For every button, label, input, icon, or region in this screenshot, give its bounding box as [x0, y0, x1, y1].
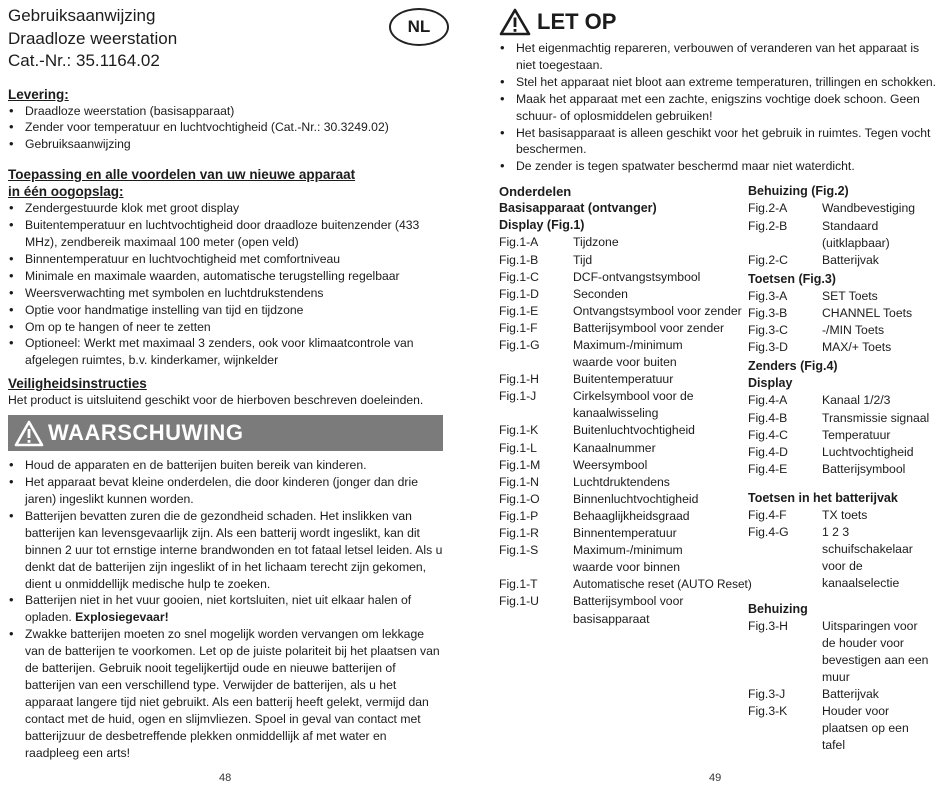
title-line-3: Cat.-Nr.: 35.1164.02 — [8, 51, 160, 70]
batterijvak-heading: Toetsen in het batterijvak — [748, 490, 898, 505]
list-item: • Het eigenmachtig repareren, verbouwen of veranderen van het apparaat is niet toegestaan. — [499, 40, 939, 74]
warning-label: WAARSCHUWING — [48, 420, 244, 446]
title-line-2: Draadloze weerstation — [8, 28, 178, 48]
table-row: Fig.1-K Buitenluchtvochtigheid — [499, 423, 695, 438]
list-item: • Gebruiksaanwijzing — [8, 136, 443, 153]
let-op-heading — [499, 4, 939, 40]
document-title — [8, 5, 443, 73]
table-row: Fig.1-R Binnentemperatuur — [499, 526, 677, 541]
toepassing-heading-1: Toepassing en alle voordelen van uw nieuwe apparaat — [8, 167, 356, 183]
warning-icon — [499, 8, 531, 36]
table-row: Fig.1-G Maximum-/minimum waarde voor buiten — [499, 338, 683, 370]
list-item: • Het apparaat bevat kleine onderdelen, die door kinderen (jonger dan drie jaren) ingeslikt kunnen worden. — [8, 474, 443, 508]
list-item: • Optioneel: Werkt met maximaal 3 zenders, ook voor klimaatcontrole van afgelegen ruimtes, b.v. kinderkamer, wijnkelder — [8, 335, 443, 369]
fig1-list — [499, 234, 752, 627]
table-row: Fig.1-F Batterijsymbool voor zender — [499, 320, 725, 335]
table-row: Fig.1-U Batterijsymbool voor basisapparaat — [499, 594, 684, 626]
page-number-left: 48 — [219, 772, 232, 784]
table-row: Fig.4-D Luchtvochtigheid — [748, 444, 914, 459]
parts-column-left — [499, 217, 752, 627]
table-row: Fig.3-D MAX/+ Toets — [748, 340, 892, 355]
list-item: • Houd de apparaten en de batterijen buiten bereik van kinderen. — [8, 457, 443, 474]
levering-list — [8, 103, 443, 154]
table-row: Fig.2-A Wandbevestiging — [748, 201, 916, 216]
table-row: Fig.1-N Luchtdruktendens — [499, 474, 670, 489]
let-op-label: LET OP — [537, 9, 617, 34]
let-op-list — [499, 40, 939, 175]
list-item: • Optie voor handmatige instelling van tijd en tijdzone — [8, 302, 443, 319]
table-row: Fig.1-P Behaaglijkheidsgraad — [499, 508, 690, 523]
onderdelen-heading: Onderdelen — [499, 184, 572, 200]
list-item: • Binnentemperatuur en luchtvochtigheid met comfortniveau — [8, 251, 443, 268]
display-heading: Display (Fig.1) — [499, 218, 585, 233]
page-number-right: 49 — [709, 772, 722, 784]
table-row: Fig.1-A Tijdzone — [499, 235, 619, 250]
right-page — [499, 0, 939, 753]
list-item: • Het basisapparaat is alleen geschikt voor het gebruik in ruimtes. Tegen vocht beschermen. — [499, 125, 939, 159]
language-badge: NL — [389, 8, 449, 46]
list-item: • Zendergestuurde klok met groot display — [8, 200, 443, 217]
table-row: Fig.2-B Standaard (uitklapbaar) — [748, 218, 890, 250]
table-row: Fig.3-A SET Toets — [748, 288, 878, 303]
explosion-warning: Explosiegevaar! — [75, 610, 169, 625]
table-row: Fig.1-E Ontvangstsymbool voor zender — [499, 303, 742, 318]
list-item: • Batterijen bevatten zuren die de gezondheid schaden. Het inslikken van batterijen kan levensgevaarlijk zijn. Als een batterij wordt ingeslikt, kan dit binnen 2 uur tot ernstige interne brandwonden en tot fataal letsel leiden. Als u denkt dat de batterijen zijn ingeslikt of in het lichaam terecht zijn gekomen, dient u onmiddellijk medische hulp te zoeken. — [8, 508, 443, 593]
table-row: Fig.4-B Transmissie signaal — [748, 410, 930, 425]
table-row: Fig.3-H Uitsparingen voor de houder voor bevestigen aan een muur — [748, 618, 929, 684]
list-item: • De zender is tegen spatwater beschermd maar niet waterdicht. — [499, 158, 939, 175]
table-row: Fig.4-A Kanaal 1/2/3 — [748, 393, 891, 408]
list-item: • Buitentemperatuur en luchtvochtigheid door draadloze buitenzender (433 MHz), zendbereik maximaal 100 meter (open veld) — [8, 217, 443, 251]
parts-column-right — [748, 183, 932, 754]
table-row: Fig.1-O Binnenluchtvochtigheid — [499, 491, 699, 506]
zenders-heading: Zenders (Fig.4) — [748, 359, 838, 374]
toepassing-list — [8, 200, 443, 369]
list-item: • Minimale en maximale waarden, automatische terugstelling regelbaar — [8, 268, 443, 285]
table-row: Fig.1-M Weersymbool — [499, 457, 648, 472]
behuizing-heading: Behuizing (Fig.2) — [748, 184, 849, 199]
table-row: Fig.3-J Batterijvak — [748, 686, 879, 701]
warning-banner — [8, 415, 443, 451]
table-row: Fig.3-B CHANNEL Toets — [748, 306, 913, 320]
list-item: • Zender voor temperatuur en luchtvochtigheid (Cat.-Nr.: 30.3249.02) — [8, 119, 443, 136]
table-row: Fig.1-C DCF-ontvangstsymbool — [499, 269, 701, 284]
table-row: Fig.1-L Kanaalnummer — [499, 440, 656, 455]
list-item: • Stel het apparaat niet bloot aan extreme temperaturen, trillingen en schokken. — [499, 74, 939, 91]
table-row: Fig.3-K Houder voor plaatsen op een tafel — [748, 704, 909, 753]
table-row: Fig.1-B Tijd — [499, 252, 593, 267]
left-page — [8, 0, 443, 762]
toepassing-heading-2: in één oogopslag: — [8, 184, 124, 200]
levering-heading: Levering: — [8, 86, 69, 102]
zenders-display-heading: Display — [748, 376, 793, 391]
warning-list — [8, 457, 443, 761]
fire-text: Batterijen niet in het vuur gooien, niet kortsluiten, niet uit elkaar halen of opladen. — [25, 593, 412, 625]
list-item: • Weersverwachting met symbolen en luchtdrukstendens — [8, 285, 443, 302]
table-row: Fig.3-C -/MIN Toets — [748, 323, 885, 338]
table-row: Fig.4-F TX toets — [748, 508, 868, 523]
basis-heading: Basisapparaat (ontvanger) — [499, 201, 657, 216]
table-row: Fig.1-H Buitentemperatuur — [499, 372, 674, 387]
table-row: Fig.1-D Seconden — [499, 286, 628, 301]
warning-icon — [14, 420, 44, 447]
list-item: • Zwakke batterijen moeten zo snel mogelijk worden vervangen om lekkage van de batterijen te voorkomen. Let op de juiste polariteit bij het plaatsen van de batterijen. Gebruik nooit tegelijkertijd oude en nieuwe batterijen of batterijen van een verschillend type. Verwijder de batterijen, als u het apparaat langere tijd niet gebruikt. Als een batterij heeft gelekt, vermijd dan contact met de huid, ogen en slijmvliezen. Spoel in geval van contact met batterijzuur de desbetreffende plekken onmiddellijk af met water en raadpleeg een arts! — [8, 626, 443, 761]
table-row: Fig.1-T Automatische reset (AUTO Reset) — [499, 577, 752, 592]
table-row: Fig.4-C Temperatuur — [748, 427, 891, 442]
behuizing2-heading: Behuizing — [748, 601, 808, 616]
table-row: Fig.4-E Batterijsymbool — [748, 461, 906, 476]
title-line-1: Gebruiksaanwijzing — [8, 6, 156, 25]
list-item: • Draadloze weerstation (basisapparaat) — [8, 103, 443, 120]
veiligheid-text: Het product is uitsluitend geschikt voor de hierboven beschreven doeleinden. — [8, 393, 424, 408]
table-row: Fig.1-J Cirkelsymbool voor de kanaalwisseling — [499, 389, 694, 421]
veiligheid-heading: Veiligheidsinstructies — [8, 376, 147, 392]
list-item: • Om op te hangen of neer te zetten — [8, 319, 443, 336]
table-row: Fig.4-G 1 2 3 schuifschakelaar voor de kanaalselectie — [748, 525, 913, 591]
table-row: Fig.2-C Batterijvak — [748, 252, 879, 267]
toetsen-heading: Toetsen (Fig.3) — [748, 271, 836, 286]
list-item — [8, 592, 443, 626]
table-row: Fig.1-S Maximum-/minimum waarde voor binnen — [499, 543, 683, 575]
list-item: • Maak het apparaat met een zachte, enigszins vochtige doek schoon. Geen schuur- of oplosmiddelen gebruiken! — [499, 91, 939, 125]
